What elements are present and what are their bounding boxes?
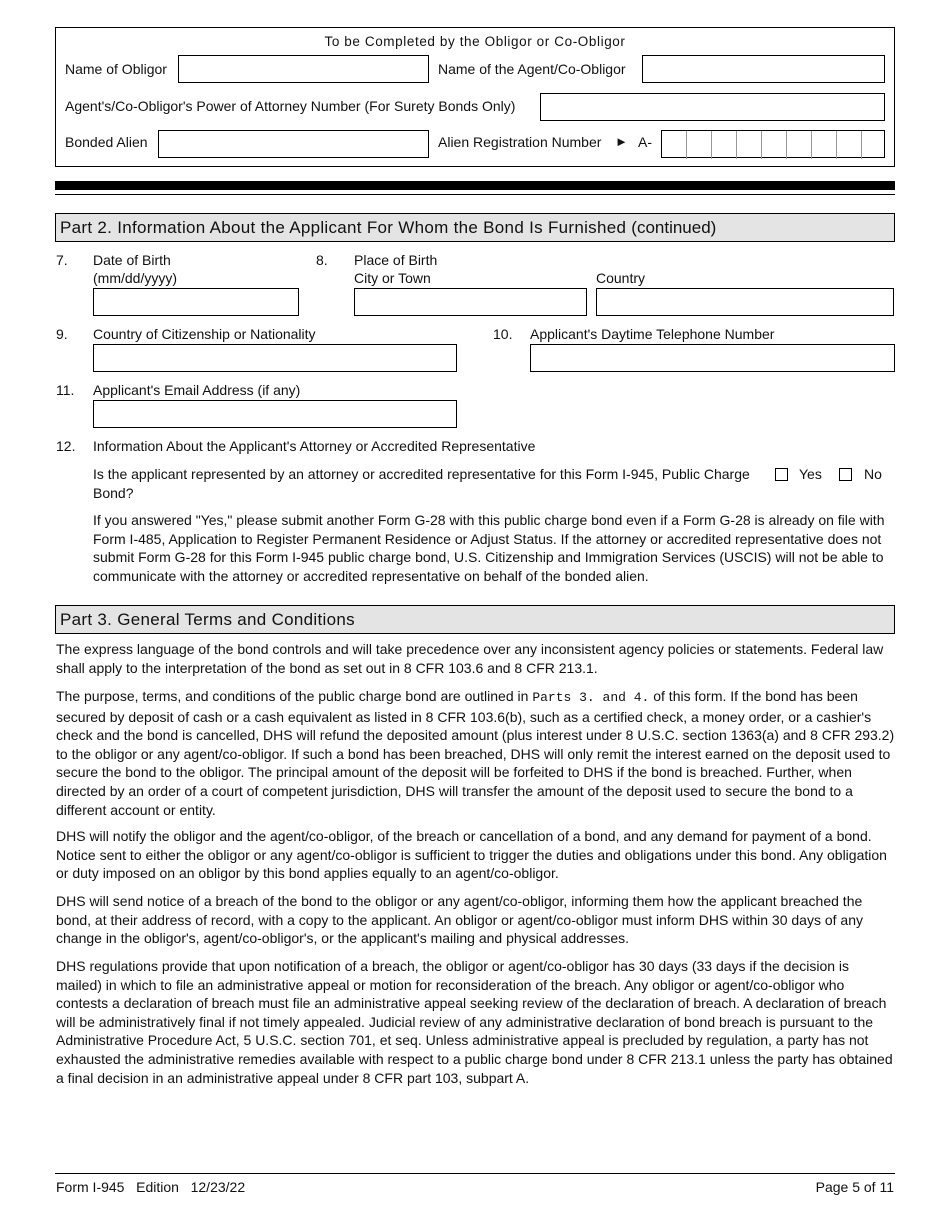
q12-label: Information About the Applicant's Attorney or Accredited Representative: [93, 438, 536, 454]
alien-registration-label: Alien Registration Number: [438, 134, 602, 150]
part2-header-title: Part 2. Information About the Applicant For Whom the Bond Is Furnished: [60, 218, 627, 237]
name-of-obligor-label: Name of Obligor: [65, 61, 167, 77]
birth-city-field[interactable]: [354, 288, 587, 316]
daytime-phone-field[interactable]: [530, 344, 895, 372]
arrow-right-icon: ►: [615, 134, 628, 149]
q8-number: 8.: [316, 252, 328, 268]
section-divider: [55, 181, 895, 190]
q7-label-format: (mm/dd/yyyy): [93, 270, 177, 286]
q10-number: 10.: [493, 326, 513, 342]
citizenship-field[interactable]: [93, 344, 457, 372]
alien-registration-field[interactable]: [661, 130, 885, 158]
bonded-alien-label: Bonded Alien: [65, 134, 148, 150]
q11-label: Applicant's Email Address (if any): [93, 382, 301, 398]
poa-number-field[interactable]: [540, 93, 885, 121]
part3-header: [55, 605, 895, 634]
q12-question-cont: Bond?: [93, 485, 134, 501]
footer-page-number: Page 5 of 11: [815, 1179, 894, 1195]
alien-registration-prefix: A-: [638, 134, 652, 150]
part3-header-title: Part 3. General Terms and Conditions: [60, 610, 355, 629]
part3-paragraph-1: The express language of the bond controls and will take precedence over any inconsistent agency policies or statements. Federal law shall apply to the interpretation of the bond as set out in 8 CFR 103.6 and 8 CFR 213.1.: [56, 641, 884, 676]
part3-paragraph-2-start: The purpose, terms, and conditions of the public charge bond are outlined in: [56, 688, 533, 704]
q12-question: Is the applicant represented by an attorney or accredited representative for this Form I-945, Public Charge: [93, 466, 750, 482]
q9-number: 9.: [56, 326, 68, 342]
q12-number: 12.: [56, 438, 76, 454]
name-of-obligor-field[interactable]: [178, 55, 429, 83]
footer-divider: [55, 1173, 895, 1174]
poa-number-label: Agent's/Co-Obligor's Power of Attorney Number (For Surety Bonds Only): [65, 98, 516, 114]
yes-label: Yes: [799, 466, 822, 482]
no-label: No: [864, 466, 882, 482]
obligor-section: [55, 27, 895, 167]
date-of-birth-field[interactable]: [93, 288, 299, 316]
part3-paragraph-3: DHS will notify the obligor and the agent/co-obligor, of the breach or cancellation of a bond, and any demand for payment of a bond. Notice sent to either the obligor or any agent/co-obligor is sufficient to trigger the duties and obligations under this bond. Any obligation or duty imposed on an obligor by this bond applies equally to an agent/co-obligor.: [56, 828, 887, 882]
q8-country-label: Country: [596, 270, 646, 286]
section-divider-thin: [55, 194, 895, 195]
q10-label: Applicant's Daytime Telephone Number: [530, 326, 775, 342]
q9-label: Country of Citizenship or Nationality: [93, 326, 316, 342]
parts-reference: Parts 3. and 4.: [532, 690, 650, 705]
yes-checkbox[interactable]: [775, 468, 788, 481]
no-checkbox[interactable]: [839, 468, 852, 481]
q8-city-label: City or Town: [354, 270, 431, 286]
email-field[interactable]: [93, 400, 457, 428]
part2-header-text: [60, 218, 716, 238]
birth-country-field[interactable]: [596, 288, 894, 316]
part3-paragraph-2-rest: of this form. If the bond has been secured by deposit of cash or a cash equivalent as listed in 8 CFR 103.6(b), such as a certified check, a money order, or a cashier's check and the bond is cancelled, DHS will refund the deposited amount (plus interest under 8 U.S.C. section 1363(a) and 8 CFR 293.2) to the obligor or any agent/co-obligor. If such a bond has been breached, DHS will only remit the interest earned on the deposit used to secure the bond to the obligor. The principal amount of the deposit will be forfeited to DHS if the bond is breached. Further, when directed by an order of a court of competent jurisdiction, DHS will transfer the amount of the deposit used to secure the bond to a different account or entity.: [56, 688, 895, 818]
q8-label: Place of Birth: [354, 252, 438, 268]
footer-form-id: Form I-945 Edition 12/23/22: [56, 1179, 246, 1195]
q11-number: 11.: [56, 382, 75, 398]
part3-paragraph-4: DHS will send notice of a breach of the bond to the obligor or any agent/co-obligor, informing them how the applicant breached the bond, at their address of record, with a copy to the applicant. An obligor or agent/co-obligor must inform DHS within 30 days of any change in the obligor's, agent/co-obligor's, or the applicant's mailing and physical addresses.: [56, 893, 863, 947]
bonded-alien-field[interactable]: [158, 130, 429, 158]
obligor-section-title: To be Completed by the Obligor or Co-Obligor: [324, 34, 626, 49]
part2-header-suffix: (continued): [631, 218, 717, 237]
part3-paragraph-2: [56, 687, 896, 819]
name-of-agent-label: Name of the Agent/Co-Obligor: [438, 61, 626, 77]
name-of-agent-field[interactable]: [642, 55, 885, 83]
part2-header: [55, 213, 895, 242]
q12-note: If you answered "Yes," please submit another Form G-28 with this public charge bond even if a Form G-28 is already on file with Form I-485, Application to Register Permanent Residence or Adjust Status. If the attorney or accredited representative does not submit Form G-28 for this Form I-945 public charge bond, U.S. Citizenship and Immigration Services (USCIS) will not be able to communicate with the attorney or accredited representative on behalf of the bonded alien.: [93, 512, 885, 584]
part3-paragraph-5: DHS regulations provide that upon notification of a breach, the obligor or agent/co-obligor has 30 days (33 days if the decision is mailed) in which to file an administrative appeal or motion for reconsideration of the breach. Any obligor or agent/co-obligor who contests a declaration of breach must file an administrative appeal seeking review of the declaration of breach. A declaration of breach will be administratively final if not timely appealed. Judicial review of any administrative declaration of bond breach is pursuant to the Administrative Procedure Act, 5 U.S.C. section 701, et seq. Unless administrative appeal is precluded by regulation, a party has not exhausted the administrative remedies available with respect to a public charge bond under 8 CFR 213.1 unless the party has obtained a final decision in an administrative appeal under 8 CFR part 103, subpart A.: [56, 958, 893, 1086]
q7-label: Date of Birth: [93, 252, 171, 268]
q7-number: 7.: [56, 252, 68, 268]
